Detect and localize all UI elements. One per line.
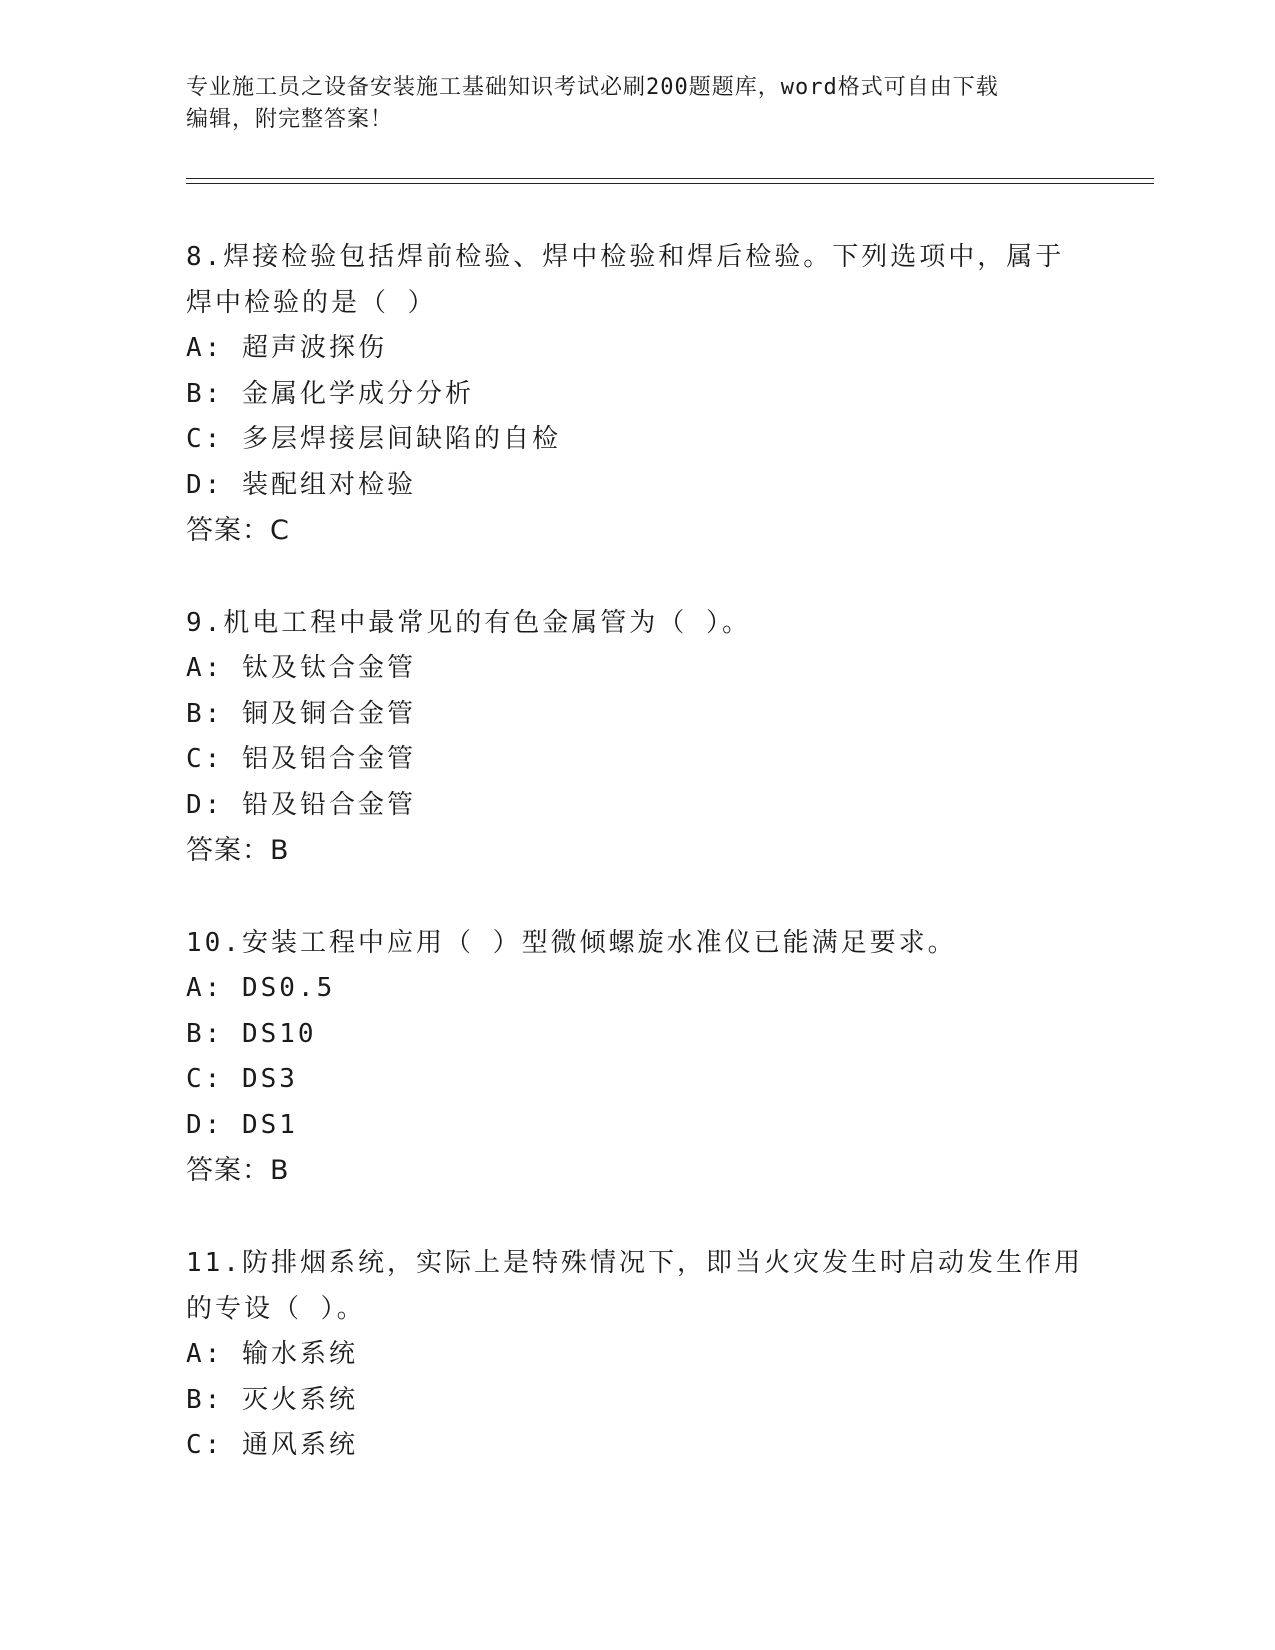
option-b: B: DS10 (186, 1018, 317, 1049)
header-divider-top (186, 178, 1154, 179)
answer-label: 答案：B (186, 1155, 290, 1186)
answer-label: 答案：B (186, 835, 290, 866)
option-b: B: 铜及铜合金管 (186, 698, 416, 729)
question-text-line-2: 焊中检验的是（ ） (186, 288, 437, 318)
header-divider-bottom (186, 183, 1154, 184)
option-d: D: DS1 (186, 1109, 298, 1140)
question-8 (186, 234, 1086, 554)
question-10 (186, 920, 1086, 1194)
option-b: B: 灭火系统 (186, 1384, 358, 1415)
question-text-line-1: 9.机电工程中最常见的有色金属管为（ ）。 (186, 608, 751, 638)
question-text-line-2: 的专设（ ）。 (186, 1294, 366, 1324)
option-c: C: 通风系统 (186, 1430, 358, 1460)
question-9 (186, 600, 1086, 874)
option-d: D: 装配组对检验 (186, 469, 416, 500)
option-d: D: 铅及铅合金管 (186, 789, 416, 820)
answer-label: 答案：C (186, 515, 290, 546)
question-text-line-1: 8.焊接检验包括焊前检验、焊中检验和焊后检验。下列选项中，属于 (186, 242, 1065, 272)
document-header (186, 72, 1086, 136)
header-line-1: 专业施工员之设备安装施工基础知识考试必刷200题题库，word格式可自由下载 (186, 75, 999, 100)
option-c: C: 多层焊接层间缺陷的自检 (186, 424, 561, 454)
option-c: C: 铝及铝合金管 (186, 744, 416, 774)
question-11 (186, 1240, 1086, 1469)
option-b: B: 金属化学成分分析 (186, 378, 474, 409)
option-c: C: DS3 (186, 1064, 298, 1094)
option-a: A: DS0.5 (186, 973, 336, 1003)
option-a: A: 钛及钛合金管 (186, 653, 416, 683)
question-text-line-1: 11.防排烟系统，实际上是特殊情况下，即当火灾发生时启动发生作用 (186, 1248, 1083, 1278)
question-text-line-1: 10.安装工程中应用（ ）型微倾螺旋水准仪已能满足要求。 (186, 928, 957, 958)
option-a: A: 超声波探伤 (186, 333, 387, 363)
header-line-2: 编辑，附完整答案！ (186, 107, 394, 132)
option-a: A: 输水系统 (186, 1339, 358, 1369)
